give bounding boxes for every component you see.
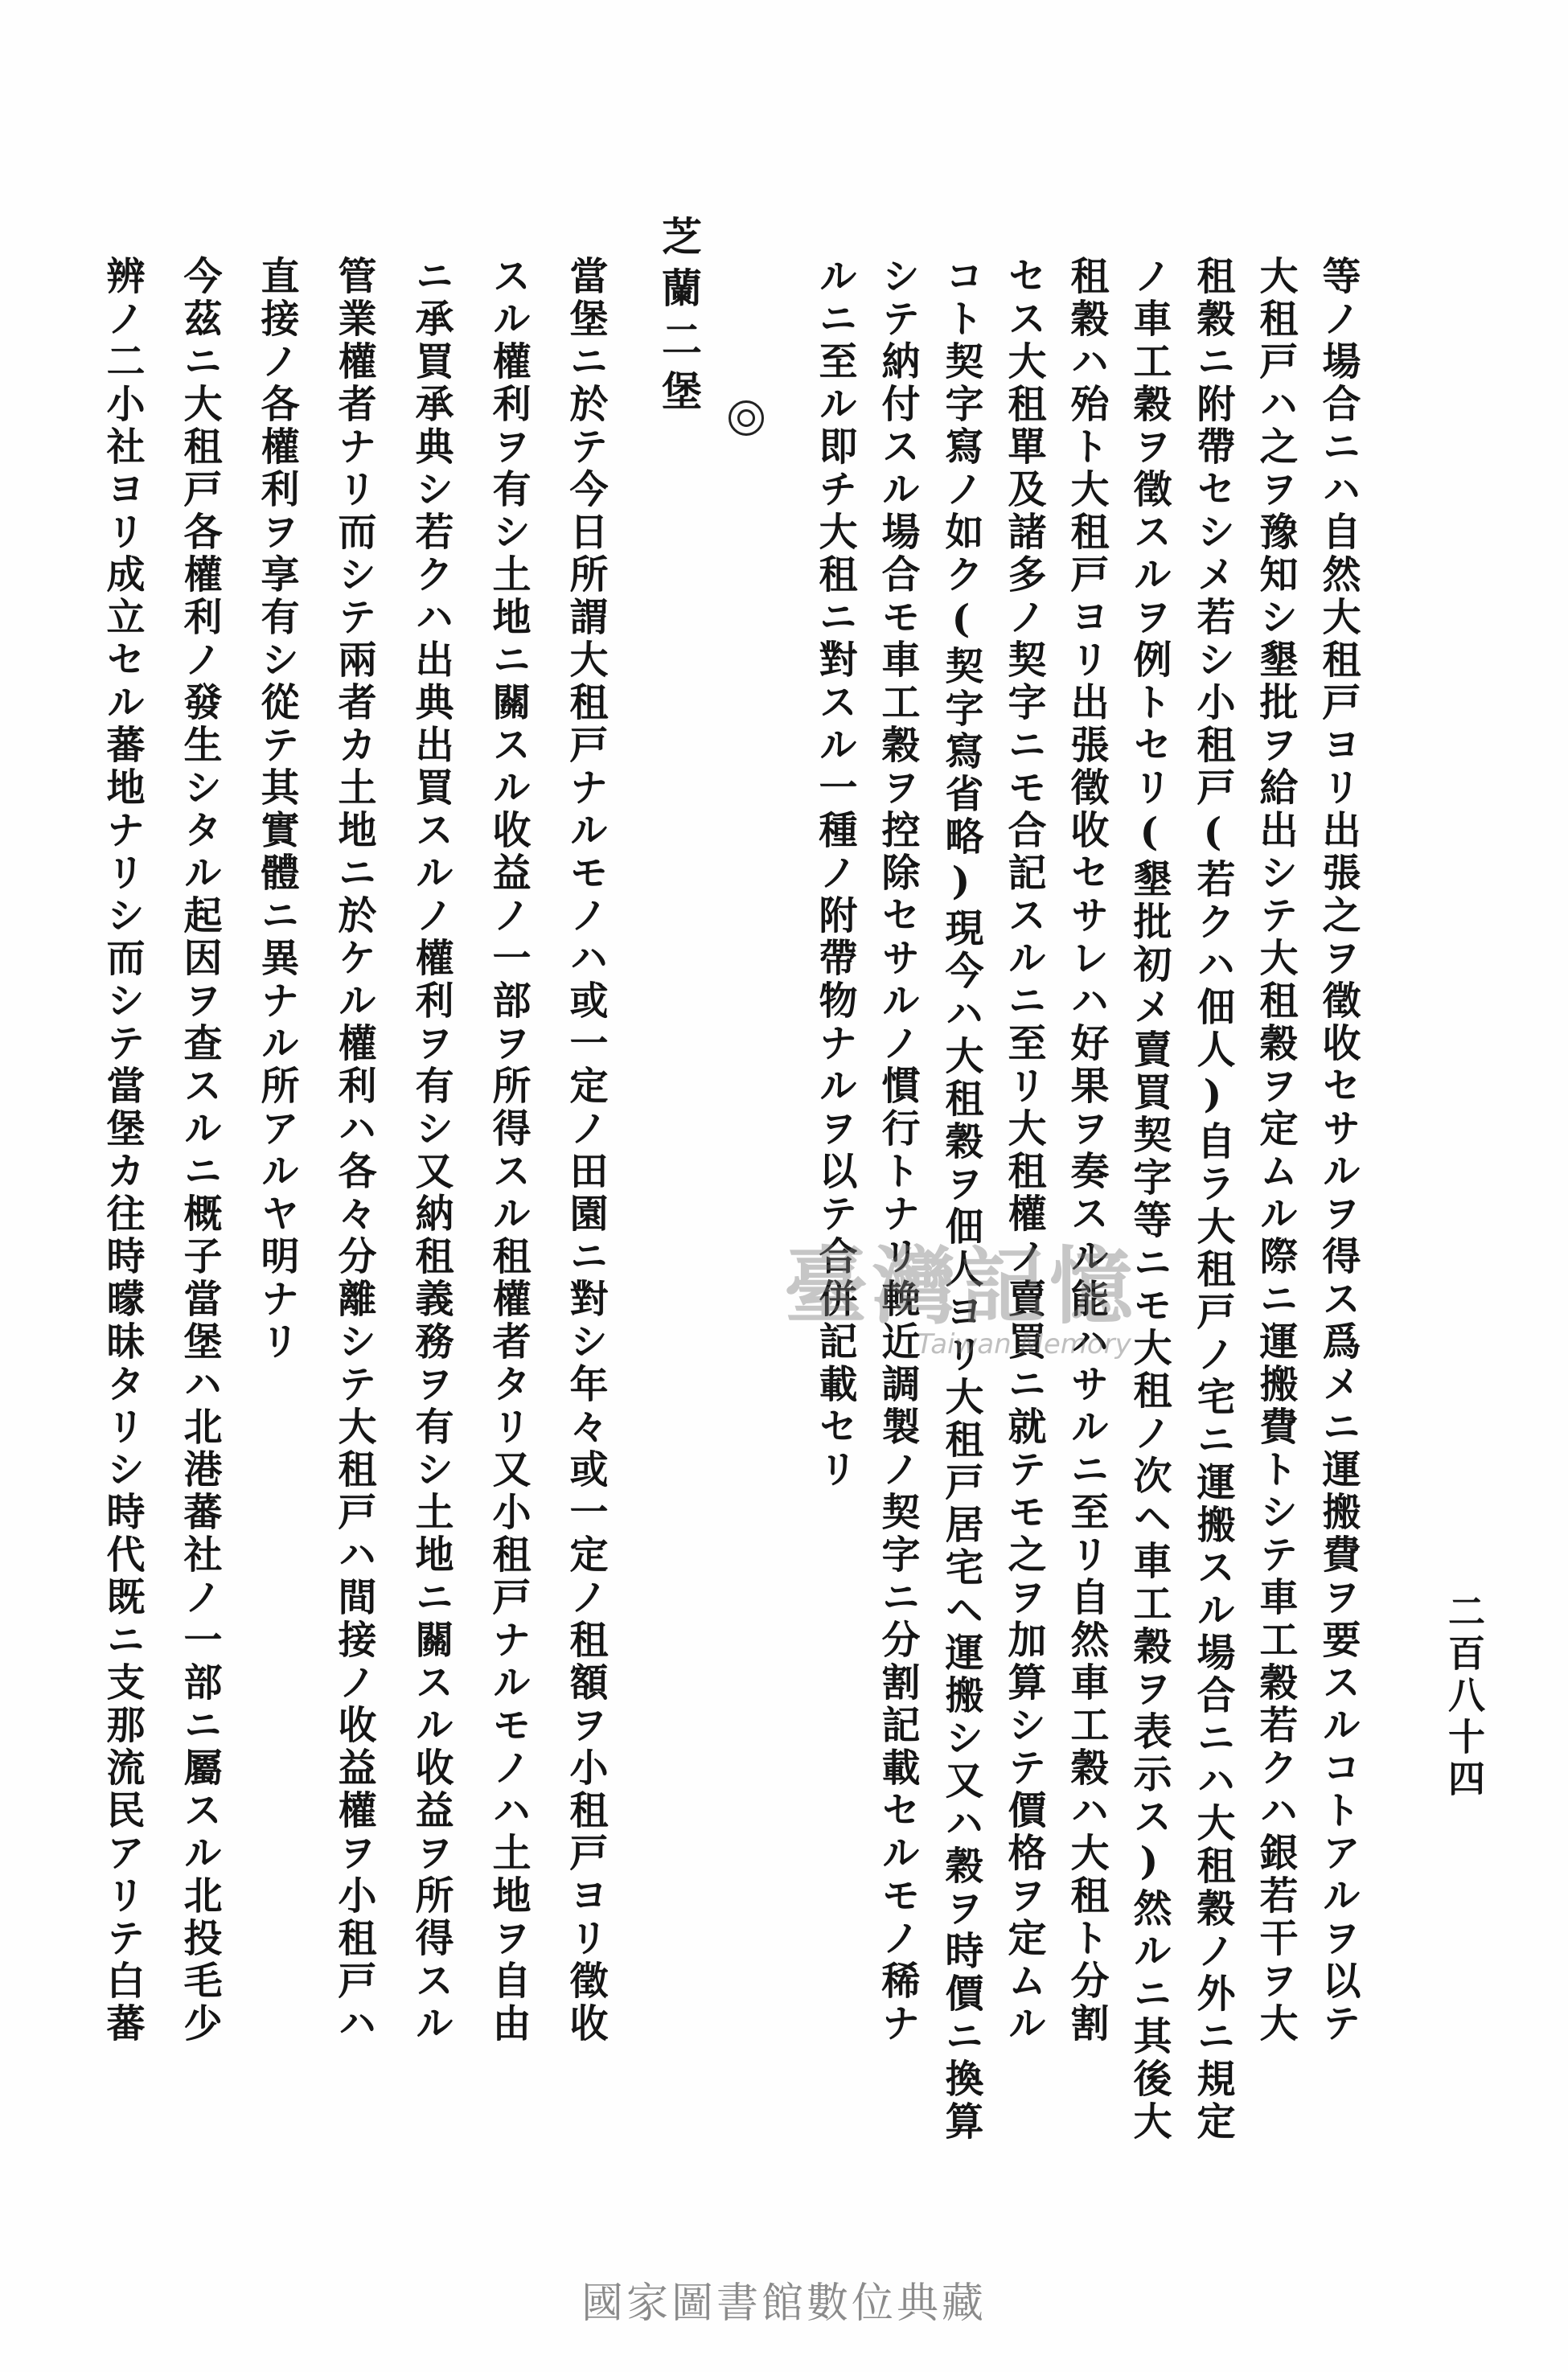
- text-column: ノ車工穀ヲ徵スルヲ例トセリ(墾批初メ賣買契字等ニモ大租ノ次ヘ車工穀ヲ表示ス)然ルニ其後大: [1127, 256, 1172, 2144]
- text-column: 等ノ場合ニハ自然大租戸ヨリ出張之ヲ徵收セサルヲ得ス爲メニ運搬費ヲ要スルコトアルヲ以テ: [1316, 256, 1361, 2046]
- double-circle-mark-icon: [729, 400, 764, 436]
- text-column: 大租戸ハ之ヲ豫知シ墾批ヲ給出シテ大租穀ヲ定ムル際ニ運搬費トシテ車工穀若クハ銀若干ヲ大: [1253, 256, 1298, 2046]
- text-column: スル權利ヲ有シ土地ニ關スル收益ノ一部ヲ所得スル租權者タリ又小租戸ナルモノハ土地ヲ自由: [486, 256, 531, 2046]
- text-column: 管業權者ナリ而シテ兩者カ土地ニ於ケル權利ハ各々分離シテ大租戸ハ間接ノ收益權ヲ小租戸ハ: [331, 256, 376, 2046]
- watermark-subtitle: Taiwan Memory: [917, 1328, 1131, 1360]
- text-column: 今茲ニ大租戸各權利ノ發生シタル起因ヲ查スルニ概子當堡ハ北港蕃社ノ一部ニ屬スル北投毛少: [177, 256, 222, 2046]
- text-column: 直接ノ各權利ヲ享有シ從テ其實體ニ異ナル所アルヤ明ナリ: [254, 256, 299, 1364]
- footer-caption: 國家圖書館數位典藏: [581, 2280, 987, 2328]
- text-column: 租穀ハ殆ト大租戸ヨリ出張徵收セサレハ好果ヲ奏スル能ハサルニ至リ自然車工穀ハ大租ト分割: [1064, 256, 1109, 2046]
- text-column: コト契字寫ノ如ク(契字寫省略)現今ハ大租穀ヲ佃人ヨリ大租戸居宅ヘ運搬シ又ハ穀ヲ時價ニ換算: [938, 256, 983, 2144]
- watermark: [784, 1238, 1266, 1375]
- text-column: ニ承買承典シ若クハ出典出買スルノ權利ヲ有シ又納租義務ヲ有シ土地ニ關スル收益ヲ所得スル: [408, 256, 454, 2046]
- text-column: ルニ至ル即チ大租ニ對スル一種ノ附帶物ナルヲ以テ合併記載セリ: [812, 256, 857, 1492]
- text-column: 辨ノ二小社ヨリ成立セル蕃地ナリシ而シテ當堡カ往時曚昧タリシ時代既ニ支那流民アリテ白蕃: [100, 256, 145, 2046]
- text-column: セス大租單及諸多ノ契字ニモ合記スルニ至リ大租權ノ賣買ニ就テモ之ヲ加算シテ價格ヲ定ムル: [1001, 256, 1046, 2046]
- watermark-logo: 臺灣記憶: [784, 1237, 1139, 1336]
- section-heading: 芝蘭二堡: [655, 215, 703, 421]
- text-column: シテ納付スル場合モ車工穀ヲ控除セサルノ慣行トナリ輓近調製ノ契字ニ分割記載セルモノ稀ナ: [875, 256, 920, 2046]
- text-column: 租穀ニ附帶セシメ若シ小租戸(若クハ佃人)自ラ大租戸ノ宅ニ運搬スル場合ニハ大租穀ノ外ニ規定: [1190, 256, 1235, 2144]
- page-number: 二百八十四: [1443, 1592, 1486, 1801]
- text-column: 當堡ニ於テ今日所謂大租戸ナルモノハ或一定ノ田園ニ對シ年々或一定ノ租額ヲ小租戸ヨリ徵收: [563, 256, 608, 2046]
